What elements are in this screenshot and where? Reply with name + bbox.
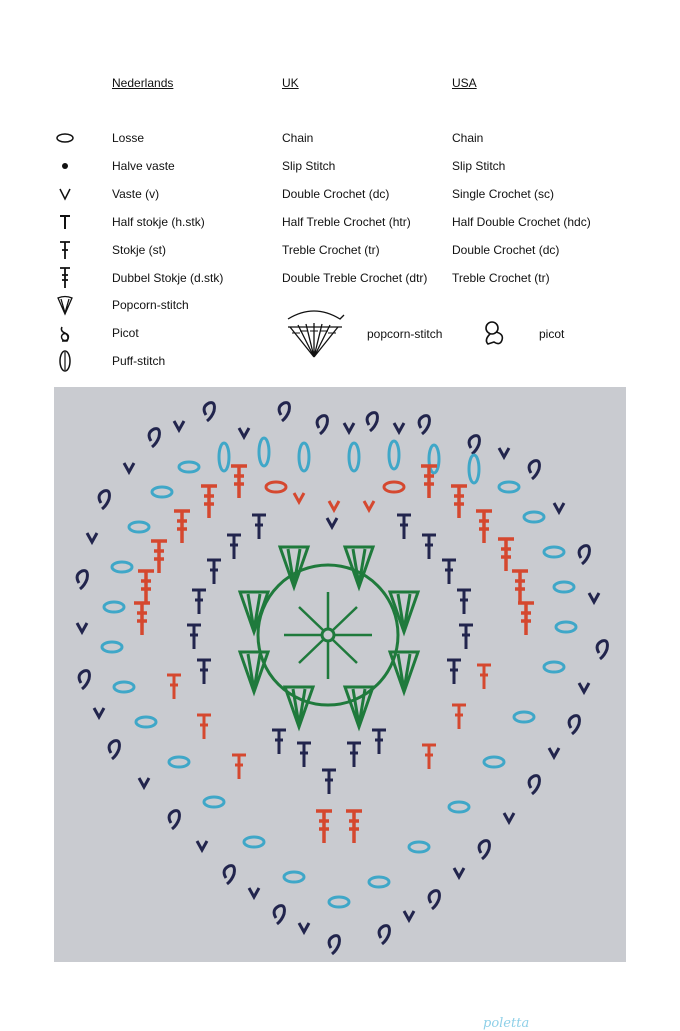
row-uk: Double Treble Crochet (dtr) bbox=[282, 271, 428, 285]
row-uk: Half Treble Crochet (htr) bbox=[282, 215, 411, 229]
picot-illustration bbox=[480, 318, 508, 348]
row-nl: Puff-stitch bbox=[112, 354, 166, 368]
heart-chart-photo bbox=[54, 387, 626, 1031]
watermark-text: poletta bbox=[483, 1016, 530, 1031]
row-usa: Chain bbox=[452, 131, 484, 145]
column-header-nederlands: Nederlands bbox=[112, 76, 174, 90]
row-uk: Chain bbox=[282, 131, 314, 145]
row-nl: Stokje (st) bbox=[112, 243, 167, 257]
row-usa: Single Crochet (sc) bbox=[452, 187, 555, 201]
v-mark-icon bbox=[52, 183, 78, 205]
row-usa: Double Crochet (dc) bbox=[452, 243, 560, 257]
row-uk: Treble Crochet (tr) bbox=[282, 243, 380, 257]
row-nl: Vaste (v) bbox=[112, 187, 160, 201]
row-uk: Double Crochet (dc) bbox=[282, 187, 390, 201]
popcorn-stitch-label: popcorn-stitch bbox=[367, 327, 443, 341]
row-nl: Dubbel Stokje (d.stk) bbox=[112, 271, 224, 285]
picot-icon bbox=[52, 322, 78, 344]
row-nl: Popcorn-stitch bbox=[112, 298, 189, 312]
popcorn-stitch-illustration bbox=[284, 307, 350, 363]
row-uk: Slip Stitch bbox=[282, 159, 336, 173]
picot-label: picot bbox=[539, 327, 565, 341]
row-nl: Halve vaste bbox=[112, 159, 175, 173]
t-one-bar-icon bbox=[52, 239, 78, 261]
chain-oval-icon bbox=[52, 127, 78, 149]
popcorn-icon bbox=[52, 294, 78, 316]
row-nl: Half stokje (h.stk) bbox=[112, 215, 205, 229]
row-nl: Picot bbox=[112, 326, 139, 340]
row-nl: Losse bbox=[112, 131, 145, 145]
row-usa: Half Double Crochet (hdc) bbox=[452, 215, 591, 229]
column-header-usa: USA bbox=[452, 76, 477, 90]
row-usa: Slip Stitch bbox=[452, 159, 506, 173]
t-mark-icon bbox=[52, 211, 78, 233]
row-usa: Treble Crochet (tr) bbox=[452, 271, 550, 285]
puff-icon bbox=[52, 350, 78, 372]
dot-icon bbox=[52, 155, 78, 177]
t-two-bar-icon bbox=[52, 267, 78, 289]
column-header-uk: UK bbox=[282, 76, 299, 90]
